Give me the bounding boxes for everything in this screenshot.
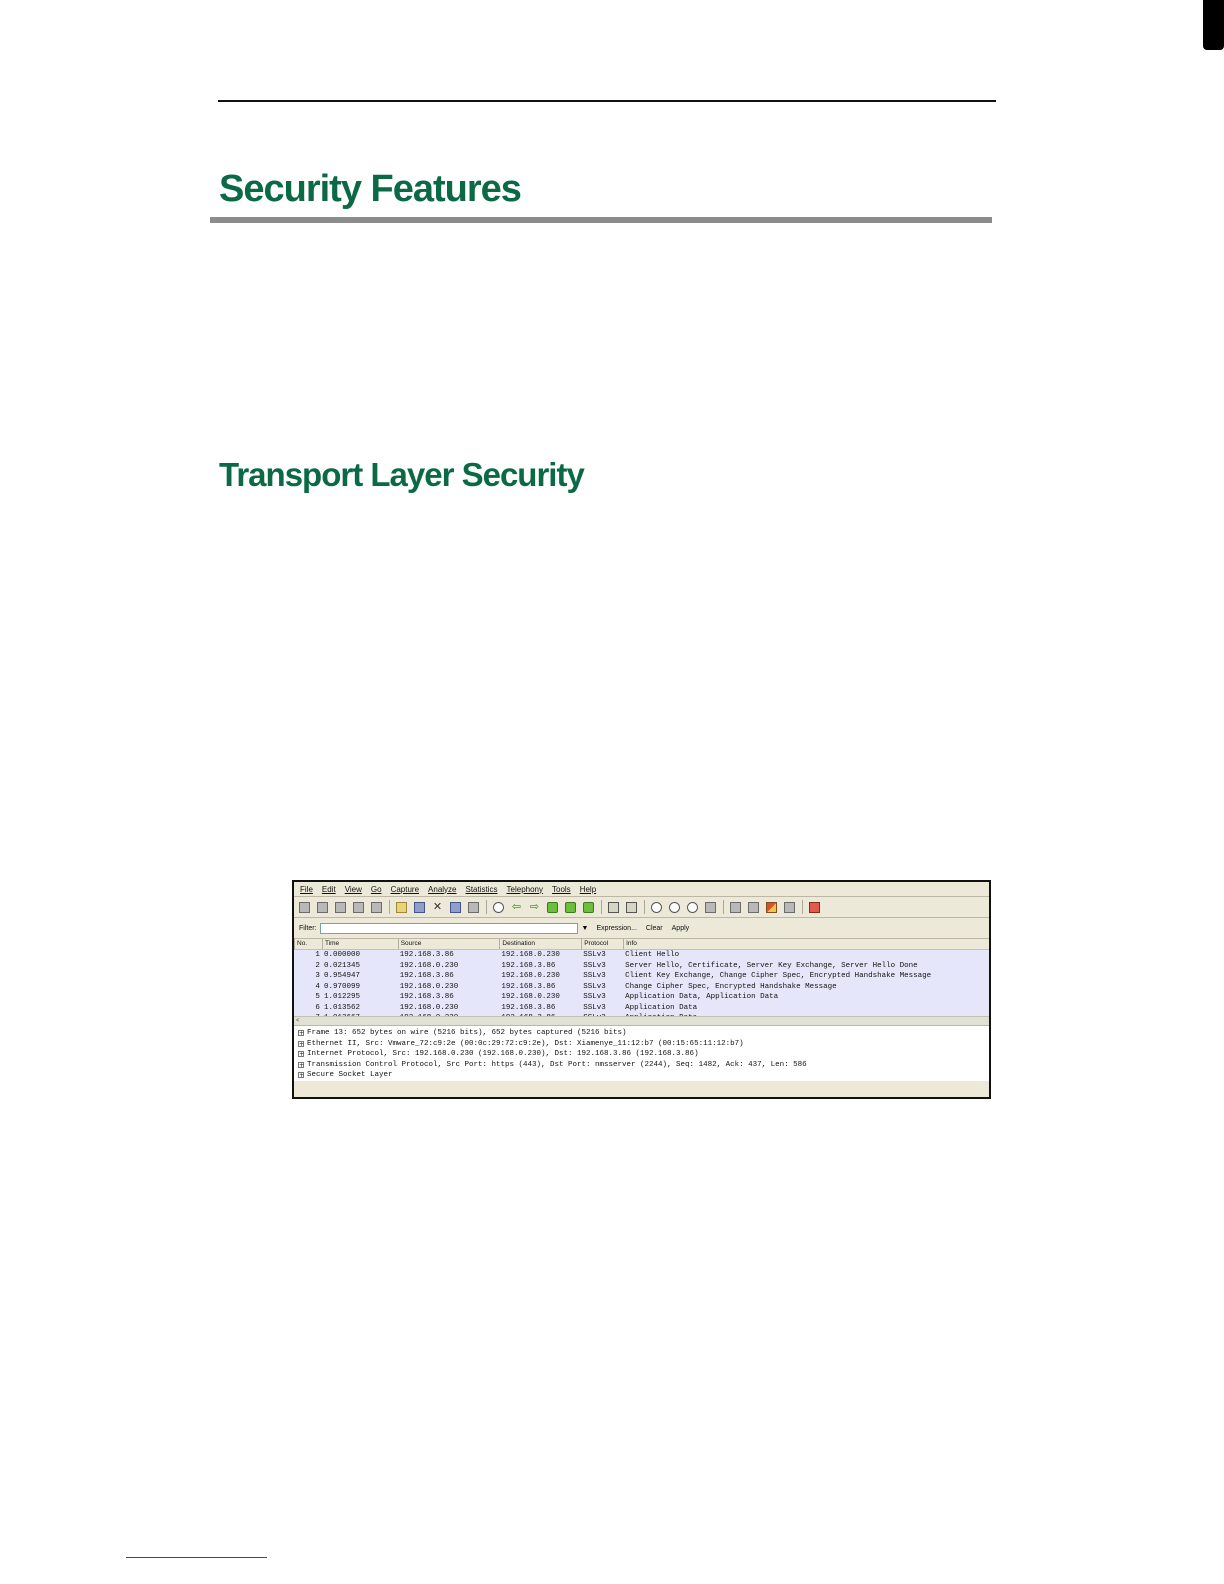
page-title: Security Features bbox=[219, 168, 521, 210]
packet-info: Application Data bbox=[625, 1003, 698, 1012]
detail-text: Secure Socket Layer bbox=[307, 1071, 393, 1080]
resize-columns-icon[interactable] bbox=[705, 902, 716, 913]
menu-analyze[interactable]: Analyze bbox=[428, 884, 457, 894]
page-edge-tab bbox=[1203, 0, 1224, 50]
packet-no: 2 bbox=[315, 961, 320, 970]
packet-info: Application Data, Application Data bbox=[625, 993, 779, 1001]
find-packet-icon[interactable] bbox=[493, 902, 504, 913]
packet-no: 5 bbox=[315, 993, 320, 1001]
menu-bar bbox=[294, 882, 989, 897]
menu-file[interactable]: File bbox=[300, 884, 313, 894]
zoom-out-icon[interactable] bbox=[669, 902, 680, 913]
close-file-icon[interactable]: ✕ bbox=[432, 900, 443, 913]
packet-time: 0.970099 bbox=[323, 982, 360, 991]
packet-rows bbox=[294, 950, 989, 1024]
menu-tools[interactable]: Tools bbox=[552, 884, 571, 894]
packet-protocol: SSLv3 bbox=[583, 982, 606, 991]
packet-list bbox=[294, 939, 989, 1026]
toolbar-separator bbox=[601, 900, 602, 914]
packet-info: Server Hello, Certificate, Server Key Exchange, Server Hello Done bbox=[625, 961, 918, 970]
options-icon[interactable] bbox=[317, 902, 328, 913]
save-file-icon[interactable] bbox=[414, 902, 425, 913]
filter-input[interactable] bbox=[320, 923, 578, 934]
packet-time: 1.013562 bbox=[323, 1003, 360, 1012]
table-row[interactable] bbox=[294, 950, 989, 961]
packet-source: 192.168.3.86 bbox=[399, 972, 454, 980]
table-row[interactable] bbox=[294, 961, 989, 972]
packet-destination: 192.168.0.230 bbox=[501, 993, 560, 1001]
expand-icon[interactable]: + bbox=[299, 1061, 305, 1069]
first-packet-icon[interactable] bbox=[565, 902, 576, 913]
detail-text: Frame 13: 652 bytes on wire (5216 bits), 652 bytes captured (5216 bits) bbox=[307, 1029, 627, 1038]
last-packet-icon[interactable] bbox=[583, 902, 594, 913]
preferences-icon[interactable] bbox=[784, 902, 795, 913]
stop-capture-icon[interactable] bbox=[353, 902, 364, 913]
detail-tree-item[interactable] bbox=[294, 1028, 989, 1039]
table-row[interactable] bbox=[294, 982, 989, 993]
packet-protocol: SSLv3 bbox=[583, 972, 606, 980]
detail-text: Internet Protocol, Src: 192.168.0.230 (192.168.0.230), Dst: 192.168.3.86 (192.168.3.86) bbox=[307, 1050, 699, 1059]
toolbar-separator bbox=[644, 900, 645, 914]
table-row[interactable] bbox=[294, 992, 989, 1003]
expand-icon[interactable]: + bbox=[299, 1072, 305, 1080]
clear-button[interactable]: Clear bbox=[645, 924, 663, 932]
packet-source: 192.168.3.86 bbox=[399, 951, 454, 959]
detail-text: Ethernet II, Src: Vmware_72:c9:2e (00:0c:29:72:c9:2e), Dst: Xiamenye_11:12:b7 (00:15:65:11:12:b7) bbox=[307, 1039, 744, 1048]
apply-button[interactable]: Apply bbox=[671, 924, 690, 932]
packet-time: 1.012295 bbox=[323, 993, 360, 1001]
interfaces-icon[interactable] bbox=[299, 902, 310, 913]
packet-source: 192.168.3.86 bbox=[399, 993, 454, 1001]
capture-filters-icon[interactable] bbox=[730, 902, 741, 913]
expand-icon[interactable]: + bbox=[299, 1040, 305, 1048]
packet-protocol: SSLv3 bbox=[583, 951, 606, 959]
packet-protocol: SSLv3 bbox=[583, 1003, 606, 1012]
table-row[interactable] bbox=[294, 1003, 989, 1014]
go-back-icon[interactable]: ⇦ bbox=[511, 900, 522, 913]
menu-statistics[interactable]: Statistics bbox=[465, 884, 498, 894]
menu-edit[interactable]: Edit bbox=[321, 884, 336, 894]
menu-telephony[interactable]: Telephony bbox=[506, 884, 543, 894]
expression-button[interactable]: Expression... bbox=[596, 924, 637, 932]
display-filters-icon[interactable] bbox=[748, 902, 759, 913]
section-heading: Transport Layer Security bbox=[219, 456, 584, 493]
print-icon[interactable] bbox=[468, 902, 479, 913]
packet-destination: 192.168.3.86 bbox=[501, 961, 556, 970]
packet-source: 192.168.0.230 bbox=[399, 961, 459, 970]
column-header-protocol[interactable]: Protocol bbox=[581, 939, 623, 949]
colorize-icon[interactable] bbox=[608, 902, 619, 913]
expand-icon[interactable]: + bbox=[299, 1051, 305, 1059]
menu-view[interactable]: View bbox=[344, 884, 362, 894]
packet-no: 4 bbox=[315, 982, 320, 991]
filter-label: Filter: bbox=[299, 924, 317, 932]
detail-tree-item[interactable] bbox=[294, 1060, 989, 1071]
detail-tree-item[interactable] bbox=[294, 1049, 989, 1060]
packet-destination: 192.168.3.86 bbox=[501, 982, 556, 991]
packet-no: 1 bbox=[315, 951, 320, 959]
packet-protocol: SSLv3 bbox=[583, 961, 606, 970]
open-file-icon[interactable] bbox=[396, 902, 407, 913]
coloring-rules-icon[interactable] bbox=[766, 902, 777, 913]
packet-info: Change Cipher Spec, Encrypted Handshake Message bbox=[625, 982, 837, 991]
normal-size-icon[interactable] bbox=[687, 902, 698, 913]
horizontal-scrollbar[interactable]: < bbox=[294, 1016, 989, 1025]
packet-details bbox=[294, 1026, 989, 1081]
wireshark-window bbox=[292, 880, 991, 1099]
toolbar-separator bbox=[723, 900, 724, 914]
packet-info: Client Key Exchange, Change Cipher Spec, Encrypted Handshake Message bbox=[625, 972, 932, 980]
detail-tree-item[interactable] bbox=[294, 1039, 989, 1050]
menu-capture[interactable]: Capture bbox=[390, 884, 420, 894]
title-underline bbox=[210, 217, 992, 223]
column-header-info[interactable]: Info bbox=[623, 939, 989, 949]
column-header-time[interactable]: Time bbox=[322, 939, 398, 949]
table-row[interactable] bbox=[294, 971, 989, 982]
packet-info: Client Hello bbox=[625, 951, 680, 959]
packet-source: 192.168.0.230 bbox=[399, 1003, 459, 1012]
reload-icon[interactable] bbox=[450, 902, 461, 913]
packet-list-header bbox=[294, 939, 989, 950]
detail-tree-item[interactable] bbox=[294, 1070, 989, 1081]
menu-go[interactable]: Go bbox=[370, 884, 382, 894]
help-icon[interactable] bbox=[809, 902, 820, 913]
column-header-source[interactable]: Source bbox=[398, 939, 500, 949]
packet-no: 6 bbox=[315, 1003, 320, 1012]
packet-time: 0.021345 bbox=[323, 961, 360, 970]
detail-text: Transmission Control Protocol, Src Port: https (443), Dst Port: nmsserver (2244), Seq: 1482, Ack: 437, Len: 586 bbox=[307, 1060, 807, 1069]
filter-bar bbox=[294, 918, 989, 939]
chevron-down-icon[interactable]: ▼ bbox=[581, 924, 589, 932]
header-rule bbox=[218, 100, 996, 102]
start-capture-icon[interactable] bbox=[335, 902, 346, 913]
expand-icon[interactable]: + bbox=[299, 1030, 305, 1038]
packet-source: 192.168.0.230 bbox=[399, 982, 459, 991]
auto-scroll-icon[interactable] bbox=[626, 902, 637, 913]
packet-time: 0.000000 bbox=[323, 951, 360, 959]
packet-time: 0.954947 bbox=[323, 972, 360, 980]
main-toolbar bbox=[294, 897, 989, 918]
packet-destination: 192.168.0.230 bbox=[501, 972, 560, 980]
footer-link-underline bbox=[126, 1557, 267, 1558]
toolbar-separator bbox=[802, 900, 803, 914]
packet-destination: 192.168.3.86 bbox=[501, 1003, 556, 1012]
toolbar-separator bbox=[486, 900, 487, 914]
packet-destination: 192.168.0.230 bbox=[501, 951, 560, 959]
zoom-in-icon[interactable] bbox=[651, 902, 662, 913]
toolbar-separator bbox=[389, 900, 390, 914]
packet-no: 3 bbox=[315, 972, 320, 980]
column-header-destination[interactable]: Destination bbox=[499, 939, 581, 949]
column-header-no[interactable]: No. bbox=[294, 939, 322, 949]
go-forward-icon[interactable]: ⇨ bbox=[529, 900, 540, 913]
go-to-packet-icon[interactable] bbox=[547, 902, 558, 913]
restart-capture-icon[interactable] bbox=[371, 902, 382, 913]
menu-help[interactable]: Help bbox=[579, 884, 597, 894]
packet-protocol: SSLv3 bbox=[583, 993, 606, 1001]
